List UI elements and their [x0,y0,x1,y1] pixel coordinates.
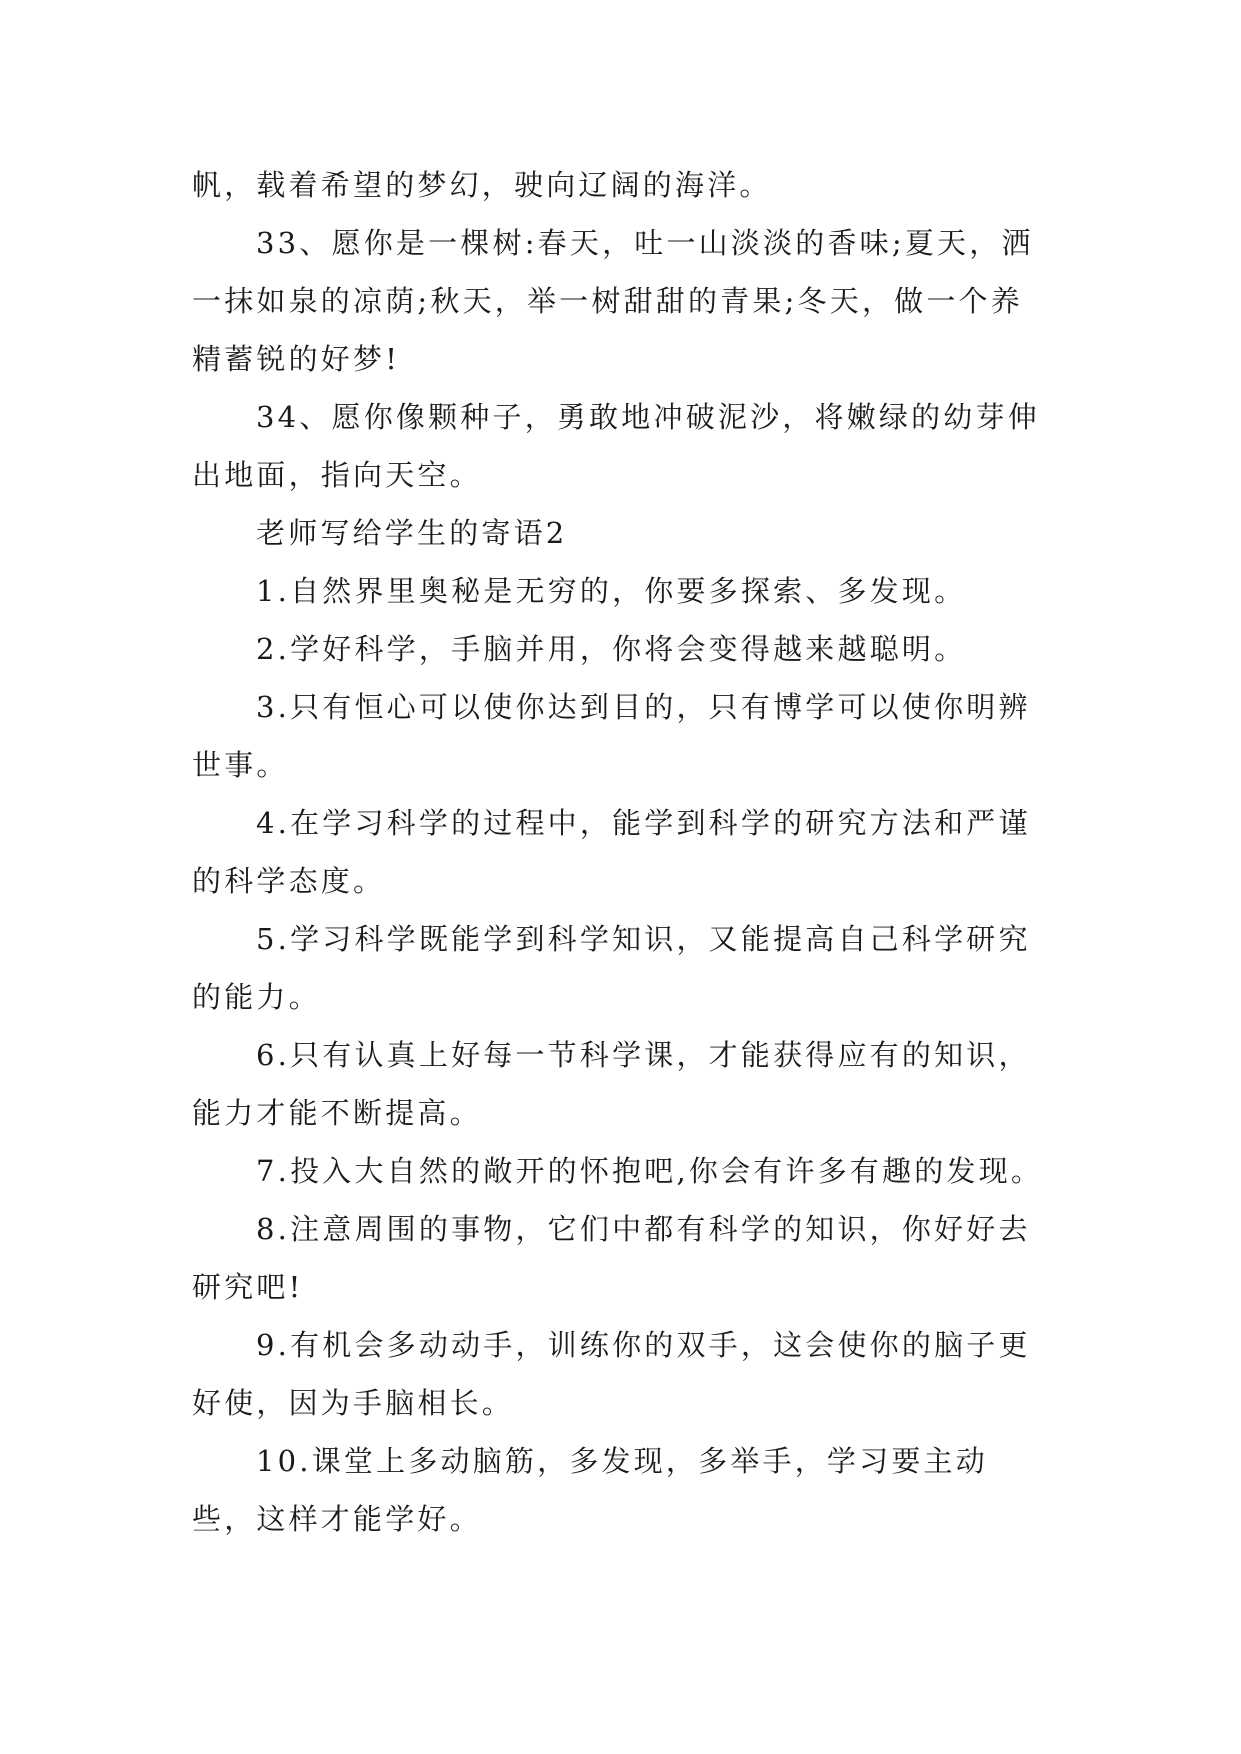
paragraph-item-34: 34、愿你像颗种子，勇敢地冲破泥沙，将嫩绿的幼芽伸出地面，指向天空。 [192,400,1040,492]
paragraph-item-8: 8.注意周围的事物，它们中都有科学的知识，你好好去研究吧! [192,1212,1031,1304]
paragraph-item-1: 1.自然界里奥秘是无穷的，你要多探索、多发现。 [256,574,967,608]
paragraph-item-2: 2.学好科学，手脑并用，你将会变得越来越聪明。 [256,632,967,666]
paragraph-item-33: 33、愿你是一棵树:春天，吐一山淡淡的香味;夏天，洒一抹如泉的凉荫;秋天，举一树甜甜的青果;冬天，做一个养精蓄锐的好梦! [192,226,1034,376]
paragraph-item-4: 4.在学习科学的过程中，能学到科学的研究方法和严谨的科学态度。 [192,806,1031,898]
paragraph-item-9: 9.有机会多动动手，训练你的双手，这会使你的脑子更好使，因为手脑相长。 [192,1328,1031,1420]
paragraph-item-10: 10.课堂上多动脑筋，多发现，多举手，学习要主动些，这样才能学好。 [192,1444,988,1536]
paragraph-item-6: 6.只有认真上好每一节科学课，才能获得应有的知识，能力才能不断提高。 [192,1038,1031,1130]
paragraph-item-3: 3.只有恒心可以使你达到目的，只有博学可以使你明辨世事。 [192,690,1031,782]
paragraph-item-5: 5.学习科学既能学到科学知识，又能提高自己科学研究的能力。 [192,922,1031,1014]
paragraph-item-7: 7.投入大自然的敞开的怀抱吧,你会有许多有趣的发现。 [256,1154,1044,1188]
document-body [192,156,1052,1548]
section-heading: 老师写给学生的寄语2 [256,516,568,550]
paragraph-continuation: 帆，载着希望的梦幻，驶向辽阔的海洋。 [192,168,772,202]
